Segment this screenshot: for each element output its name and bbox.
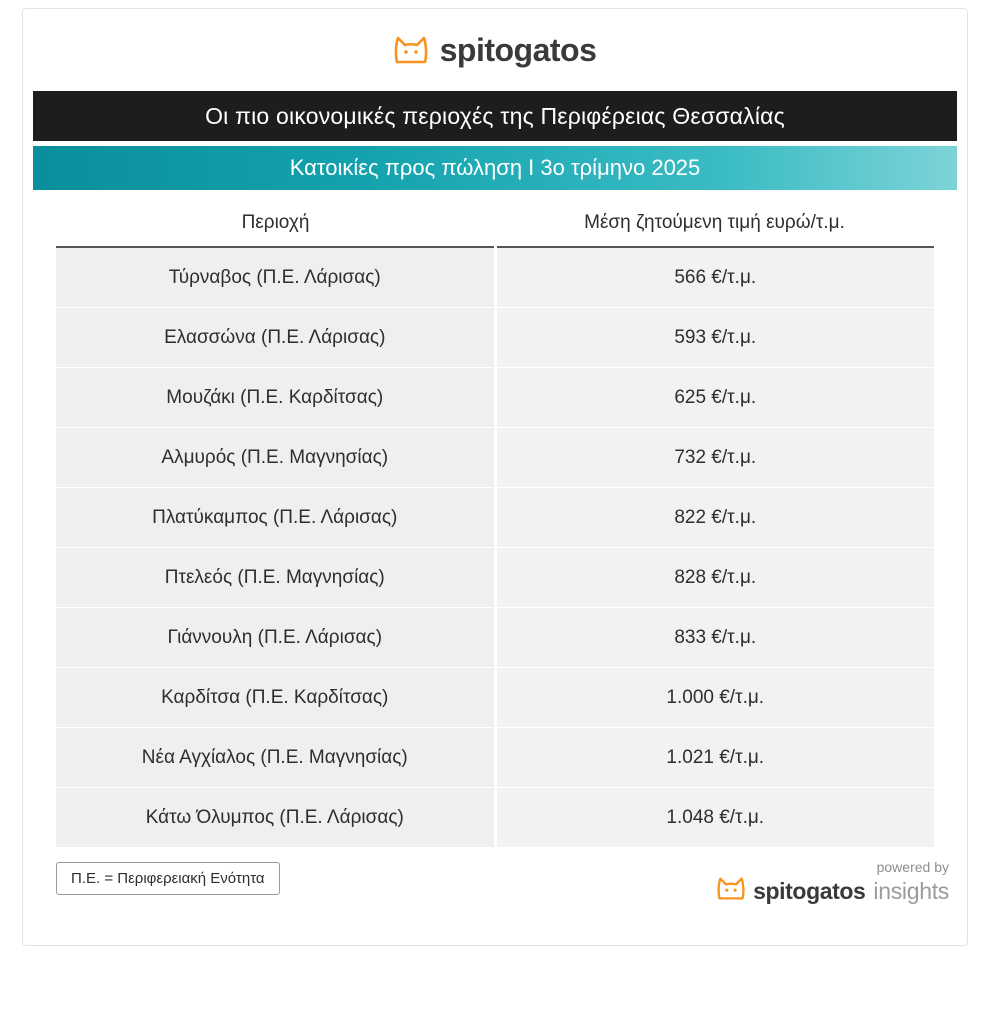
cat-icon [394,36,428,64]
table-row [56,788,934,848]
cell-price: 566 €/τ.μ. [495,247,934,308]
price-table [56,204,934,848]
page-subtitle: Κατοικίες προς πώληση I 3ο τρίμηνο 2025 [289,155,701,180]
cell-area: Καρδίτσα (Π.Ε. Καρδίτσας) [56,668,495,728]
brand-header [23,9,967,91]
table-row [56,368,934,428]
table-row [56,608,934,668]
cell-area: Πλατύκαμπος (Π.Ε. Λάρισας) [56,488,495,548]
table-row [56,308,934,368]
subtitle-bar [33,146,957,190]
cell-area: Πτελεός (Π.Ε. Μαγνησίας) [56,548,495,608]
cell-price: 732 €/τ.μ. [495,428,934,488]
footer-brand-name: spitogatos [753,877,866,904]
cell-area: Κάτω Όλυμπος (Π.Ε. Λάρισας) [56,788,495,848]
cell-price: 833 €/τ.μ. [495,608,934,668]
title-bar [33,91,957,141]
cell-area: Ελασσώνα (Π.Ε. Λάρισας) [56,308,495,368]
cell-price: 625 €/τ.μ. [495,368,934,428]
cell-price: 1.000 €/τ.μ. [495,668,934,728]
cell-area: Τύρναβος (Π.Ε. Λάρισας) [56,247,495,308]
cat-icon [717,877,745,905]
table-row [56,247,934,308]
cell-price: 828 €/τ.μ. [495,548,934,608]
column-header-area: Περιοχή [56,204,495,247]
table-row [56,548,934,608]
table-header-row [56,204,934,247]
powered-by-footer [717,859,949,905]
cell-price: 1.021 €/τ.μ. [495,728,934,788]
footer-brand-sub: insights [873,877,949,904]
table-container [56,190,934,848]
table-row [56,428,934,488]
cell-price: 1.048 €/τ.μ. [495,788,934,848]
cell-price: 593 €/τ.μ. [495,308,934,368]
table-row [56,668,934,728]
cell-price: 822 €/τ.μ. [495,488,934,548]
column-header-price: Μέση ζητούμενη τιμή ευρώ/τ.μ. [495,204,934,247]
info-card [22,8,968,946]
powered-by-label: powered by [876,859,949,875]
brand-name: spitogatos [439,31,597,68]
table-row [56,728,934,788]
cell-area: Αλμυρός (Π.Ε. Μαγνησίας) [56,428,495,488]
cell-area: Γιάννουλη (Π.Ε. Λάρισας) [56,608,495,668]
powered-by-brand [717,877,949,905]
footnote-box: Π.Ε. = Περιφερειακή Ενότητα [56,862,280,895]
cell-area: Νέα Αγχίαλος (Π.Ε. Μαγνησίας) [56,728,495,788]
page-title: Οι πιο οικονομικές περιοχές της Περιφέρειας Θεσσαλίας [205,102,785,129]
table-row [56,488,934,548]
cell-area: Μουζάκι (Π.Ε. Καρδίτσας) [56,368,495,428]
